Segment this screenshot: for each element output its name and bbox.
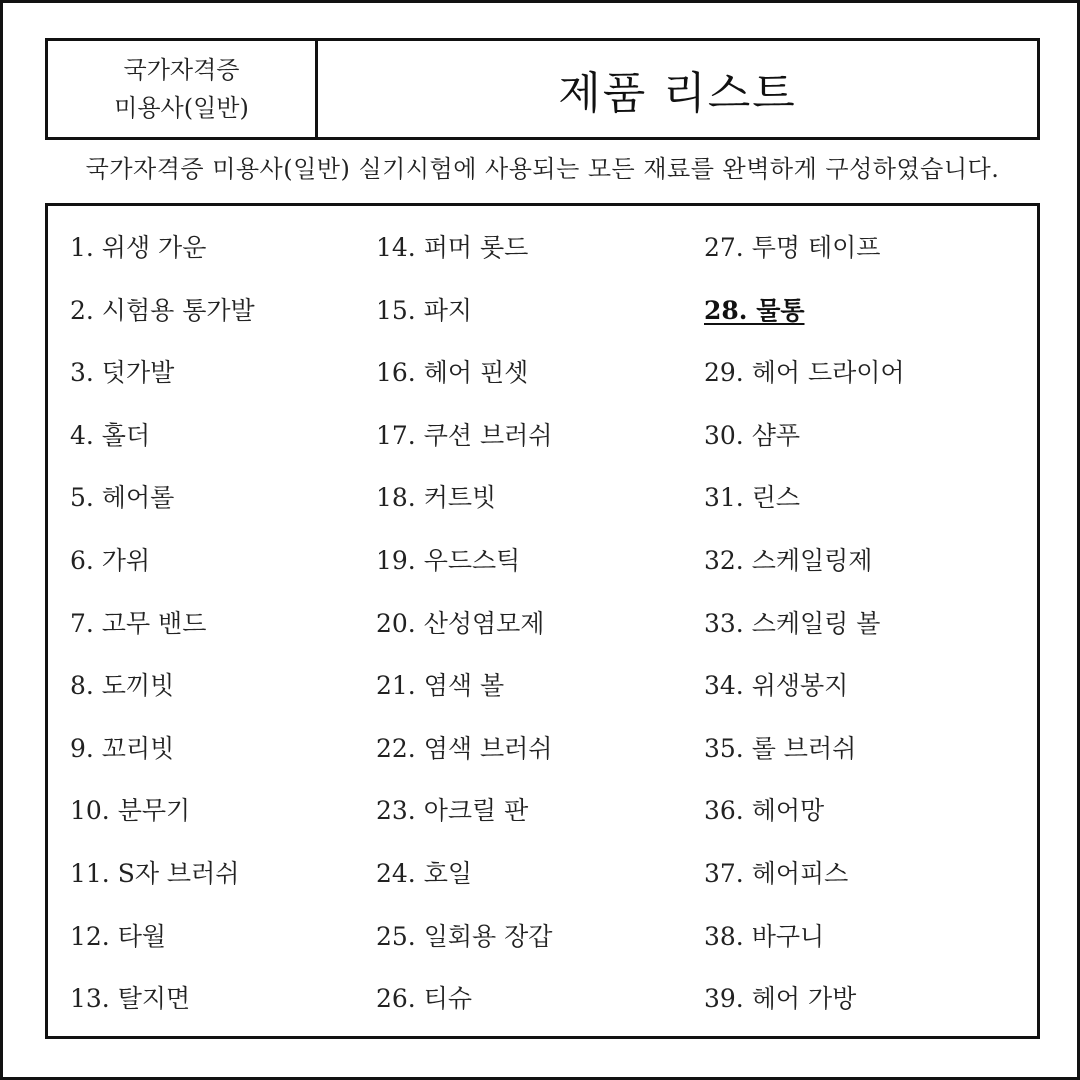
certification-cell	[48, 41, 318, 137]
list-item: 26. 티슈	[376, 984, 473, 1014]
list-item: 11. S자 브러쉬	[70, 858, 240, 888]
list-item: 24. 호일	[376, 858, 473, 888]
list-item: 22. 염색 브러쉬	[376, 733, 553, 763]
list-item: 38. 바구니	[704, 921, 825, 951]
list-item: 1. 위생 가운	[70, 233, 207, 262]
description: 국가자격증 미용사(일반) 실기시험에 사용되는 모든 재료를 완벽하게 구성하였습니다.	[85, 155, 1000, 183]
cert-line-1: 국가자격증	[123, 56, 240, 84]
list-item: 35. 롤 브러쉬	[704, 733, 857, 763]
list-item: 15. 파지	[376, 295, 473, 325]
list-item: 31. 린스	[704, 483, 801, 513]
list-item: 37. 헤어피스	[704, 858, 849, 888]
page-title: 제품 리스트	[558, 68, 797, 119]
list-item: 4. 홀더	[70, 420, 151, 450]
header-table	[45, 38, 1040, 140]
list-item: 33. 스케일링 볼	[704, 608, 881, 638]
list-column-3	[704, 226, 1024, 1040]
list-item: 21. 염색 볼	[376, 671, 505, 701]
list-item: 23. 아크릴 판	[376, 796, 529, 826]
list-item: 5. 헤어롤	[70, 483, 175, 513]
list-item: 36. 헤어망	[704, 796, 825, 826]
product-list	[45, 203, 1040, 1039]
list-item: 9. 꼬리빗	[70, 733, 175, 763]
list-item: 12. 타월	[70, 921, 167, 951]
list-item: 34. 위생봉지	[704, 671, 849, 701]
list-item: 17. 쿠션 브러쉬	[376, 420, 553, 450]
list-item: 18. 커트빗	[376, 483, 497, 513]
list-item: 27. 투명 테이프	[704, 233, 881, 262]
cert-line-2: 미용사(일반)	[114, 94, 249, 122]
list-item: 8. 도끼빗	[70, 671, 175, 701]
list-item: 13. 탈지면	[70, 984, 191, 1014]
list-item: 14. 퍼머 롯드	[376, 233, 529, 262]
list-column-2	[376, 226, 696, 1040]
list-item: 25. 일회용 장갑	[376, 921, 553, 951]
list-item: 30. 샴푸	[704, 420, 801, 450]
list-item: 16. 헤어 핀셋	[376, 358, 529, 388]
list-item: 3. 덧가발	[70, 358, 175, 388]
list-item: 20. 산성염모제	[376, 608, 545, 638]
list-item: 7. 고무 밴드	[70, 608, 207, 638]
list-item: 32. 스케일링제	[704, 545, 873, 575]
list-item: 2. 시험용 통가발	[70, 295, 255, 325]
list-item: 29. 헤어 드라이어	[704, 358, 905, 388]
list-item: 39. 헤어 가방	[704, 984, 857, 1014]
list-item: 6. 가위	[70, 545, 151, 575]
list-column-1	[70, 226, 370, 1040]
list-item-highlighted: 28. 물통	[704, 295, 805, 325]
list-item: 19. 우드스틱	[376, 545, 521, 575]
list-item: 10. 분무기	[70, 796, 191, 826]
